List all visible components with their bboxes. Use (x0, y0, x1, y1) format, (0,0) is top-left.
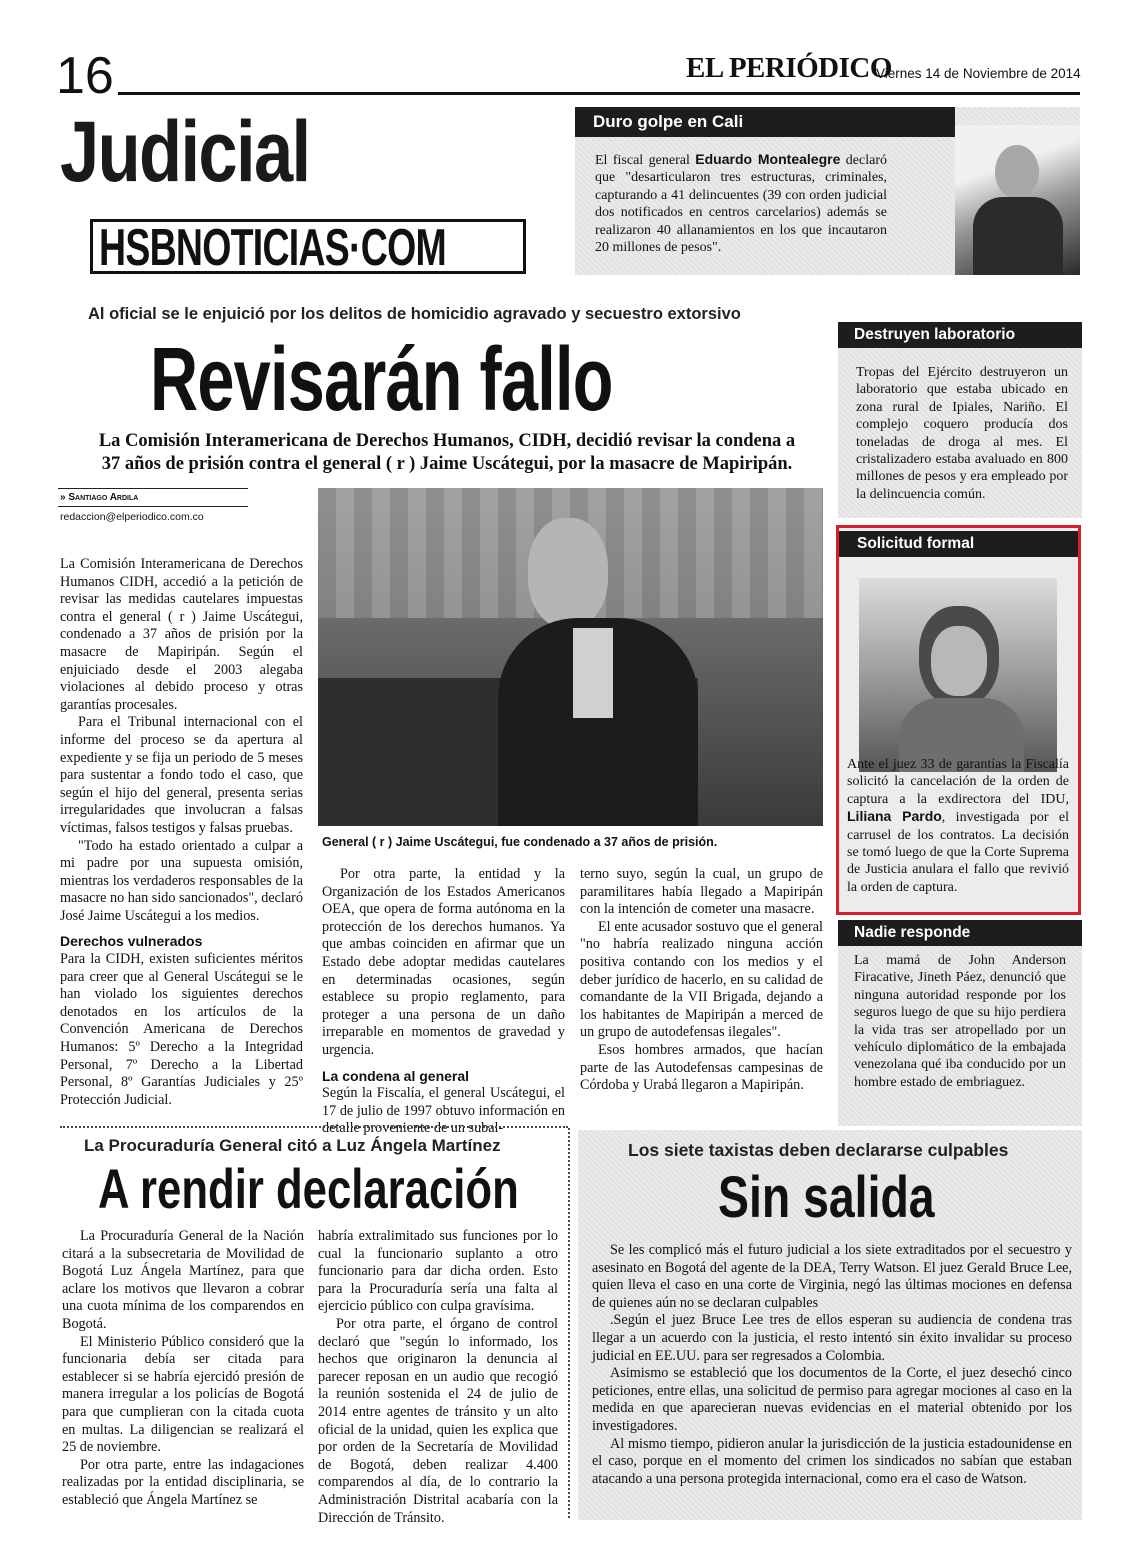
subhead-derechos: Derechos vulnerados (60, 933, 203, 950)
story3-kicker: Los siete taxistas deben declararse culpables (628, 1140, 1009, 1160)
box-solicitud-text: Ante el juez 33 de garantías la Fiscalía solicitó la cancelación de la orden de captura a la exdirectora del IDU, Liliana Pardo, investigada por el carrusel de los contratos. La decisión se tomó luego de que la Corte Suprema de Justicia anulara el fallo que revivió la orden de captura. (847, 757, 1069, 895)
main-col2-p2: Según la Fiscalía, el general Uscátegui, el 17 de julio de 1997 obtuvo información en detalle proveniente de un subal- (322, 1085, 565, 1137)
box-cali (575, 107, 1080, 275)
photo-caption: General ( r ) Jaime Uscátegui, fue condenado a 37 años de prisión. (322, 835, 718, 849)
box-nadie-title: Nadie responde (838, 920, 1082, 946)
story2-col1 (62, 1228, 304, 1510)
box-laboratorio-title: Destruyen laboratorio (838, 322, 1082, 348)
story2-col2-p2: Por otra parte, el órgano de control declaró que "según lo informado, los hechos que originaron la denuncia al parecer reposan en un audio que recogió la reunión sostenida el 24 de julio de 2014 entre agentes de tránsito y un alto oficial de la unidad, quien les explica que por orden de la Secretaría de Movilidad de Bogotá, deben realizar 4.400 comparendos al día, de lo contrario la Administración Distrital acabaría con la Dirección de Tránsito. (318, 1315, 558, 1526)
main-col1 (60, 556, 303, 1109)
main-headline: Revisarán fallo (150, 330, 613, 430)
main-col3-p1: terno suyo, según la cual, un grupo de paramilitares había llegado a Mapiripán con la intención de cometer una masacre. (580, 866, 823, 918)
byline-rule (58, 488, 248, 489)
box-cali-title: Duro golpe en Cali (575, 107, 955, 137)
main-col1-p2: Para el Tribunal internacional con el informe del proceso se da apertura al expediente y se fija un periodo de 5 meses para sustentar a fondo todo el caso, que según el hijo del general, presenta serias irregularidades que involucran a falsas víctimas, falsos testigos y falsas pruebas. (60, 714, 303, 836)
page-number: 16 (56, 47, 114, 105)
box-solicitud (836, 525, 1081, 915)
main-deck: La Comisión Interamericana de Derechos Humanos, CIDH, decidió revisar la condena a 37 años de prisión contra el general ( r ) Jaime Uscátegui, por la masacre de Mapiripán. (98, 431, 796, 474)
box-solicitud-title: Solicitud formal (839, 531, 1078, 557)
paper-name: EL PERIÓDICO (686, 52, 892, 84)
byline-rule-2 (58, 506, 248, 507)
main-col1-p1: La Comisión Interamericana de Derechos Humanos CIDH, accedió a la petición de revisar las medidas cautelares impuestas contra el general ( r ) Jaime Uscátegui, condenado a 37 años de prisión por la masacre de Mapiripán. Según el enjuiciado desde el 2003 alegaba violaciones al debido proceso y otras garantías procesales. (60, 556, 303, 713)
uscategui-photo (318, 488, 823, 826)
pardo-photo (859, 578, 1057, 772)
box-nadie (838, 920, 1082, 1126)
main-kicker: Al oficial se le enjuició por los delitos de homicidio agravado y secuestro extorsivo (88, 305, 741, 323)
story2-col1-p1: La Procuraduría General de la Nación citará a la subsecretaria de Movilidad de Bogotá Luz Ángela Martínez, para que aclare los motivos que llevaron a cobrar una cuota mínima de los comparendos en Bogotá. (62, 1228, 304, 1332)
story2-col2-p1: habría extralimitado sus funciones por lo cual la funcionario suplanto a otro funcionario para dar dicha orden. Esto para la Procuraduría sería una falta al ejercicio público con culpa gravísima. (318, 1228, 558, 1315)
main-col1-p3: "Todo ha estado orientado a culpar a mi padre por una supuesta omisión, mientras los verdaderos responsables de la masacre no han sido sancionados", declaró José Jaime Uscátegui a los medios. (60, 837, 303, 924)
story3-p2: .Según el juez Bruce Lee tres de ellos esperan su audiencia de condena tras llegar a un acuerdo con la justicia, el resto intentó sin éxito invalidar su proceso judicial en EE.UU. para ser regresados a Colombia. (592, 1312, 1072, 1364)
story2-dotted-divider (568, 1128, 570, 1518)
main-col2 (322, 866, 565, 1138)
montealegre-name: Eduardo Montealegre (695, 151, 841, 167)
header-rule (118, 92, 1080, 95)
pardo-name: Liliana Pardo (847, 808, 942, 825)
box-laboratorio-text: Tropas del Ejército destruyeron un laboratorio que estaba ubicado en zona rural de Ipiales, Nariño. El complejo coquero producía dos toneladas de droga al mes. El cristalizadero estaba avaluado en 800 millones de pesos y era empleado por la delincuencia común. (856, 365, 1068, 502)
story2-col1-p2: El Ministerio Público consideró que la funcionaria debía ser citada para establecer si se habría ejercidó presión de manera irregular a los policías de Bogotá para que cumplieran con la citada cuota en multas. La diligencian se realizará el 25 de noviembre. (62, 1333, 304, 1456)
main-col2-p1: Por otra parte, la entidad y la Organización de los Estados Americanos OEA, que opera de forma autónoma en la protección de los derechos humanos. Ya que ambas coinciden en afirmar que un Estado debe adoptar medidas cautelares en determinadas ocasiones, según establece su propio reglamento, para proteger a una persona de un daño irreparable en momentos de gravedad y urgencia. (322, 866, 565, 1058)
story3-p3: Asimismo se estableció que los documentos de la Corte, el juez desechó cinco peticiones, entre ellas, una solicitud de permiso para agregar mociones al caso en la medida en que aparecieran nuevas evidencias en el material obtenido por los investigadores. (592, 1365, 1072, 1434)
story3-body (592, 1242, 1072, 1488)
box-cali-text: El fiscal general Eduardo Montealegre declaró que "desarticularon tres estructuras, criminales, capturando a 41 delincuentes (39 con orden judicial dos notificados en centros carcelarios) además se realizaron 40 allanamientos en los que incautaron 20 millones de pesos". (595, 151, 887, 256)
story3-p4: Al mismo tiempo, pidieron anular la jurisdicción de la justicia estadounidense en el caso, porque en el momento del crimen los sindicados no sabían que estaban atacando a una persona protegida internacional, como era el caso de Watson. (592, 1435, 1072, 1487)
section-title: Judicial (60, 104, 310, 200)
story2-col1-p3: Por otra parte, entre las indagaciones realizadas por la entidad disciplinaria, se estableció que Ángela Martínez se (62, 1456, 304, 1508)
main-col3-p3: Esos hombres armados, que hacían parte de las Autodefensas campesinas de Córdoba y Urabá llegaron a Mapiripán. (580, 1041, 823, 1094)
subhead-condena: La condena al general (322, 1067, 470, 1084)
story2-headline: A rendir declaración (98, 1157, 519, 1220)
author-email: redaccion@elperiodico.com.co (60, 511, 204, 523)
main-col3-p2: El ente acusador sostuvo que el general "no habría realizado ninguna acción positiva contando con los medios y el deber jurídico de hacerlo, en su calidad de comandante de la VII Brigada, dejando a los habitantes de Mapiripán a merced de un grupo de autodefensas ilegales". (580, 918, 823, 1041)
box-laboratorio (838, 322, 1082, 518)
sponsor-logo-text: HSBNOTICIAS·COM (99, 219, 446, 274)
story3-box (578, 1130, 1082, 1520)
issue-date: Viernes 14 de Noviembre de 2014 (876, 66, 1081, 81)
byline: » Santiago Ardila (60, 492, 139, 503)
main-col1-p4: Para la CIDH, existen suficientes méritos para creer que al General Uscátegui se le han violado los siguientes derechos denotados en los artículos de la Convención Americana de Derechos Humanos: 5º Derecho a la Integridad Personal, 7º Derecho a la Libertad Personal, 8º Garantías Judiciales y 25º Protección Judicial. (60, 951, 303, 1108)
sponsor-logo (90, 219, 526, 274)
main-col3 (580, 866, 823, 1095)
story3-headline: Sin salida (718, 1165, 935, 1230)
story3-p1: Se les complicó más el futuro judicial a los siete extraditados por el secuestro y asesinato en Bogotá del agente de la DEA, Terry Watson. El juez Gerald Bruce Lee, quien lleva el caso en una corte de Virginia, negó las últimas mociones en defensa de quienes aún no se declaran culpables (592, 1242, 1072, 1311)
montealegre-photo (955, 125, 1080, 275)
story2-top-divider (60, 1126, 568, 1128)
box-nadie-text: La mamá de John Anderson Firacative, Jineth Páez, denunció que ninguna autoridad responde por los seguros luego de que su hijo perdiera la vida tras ser atropellado por un vehículo diplomático de la embajada venezolana qué iba conducido por un hombre estado de embriaguez. (854, 953, 1066, 1090)
story2-col2 (318, 1228, 558, 1527)
story2-kicker: La Procuraduría General citó a Luz Ángela Martínez (84, 1136, 501, 1155)
